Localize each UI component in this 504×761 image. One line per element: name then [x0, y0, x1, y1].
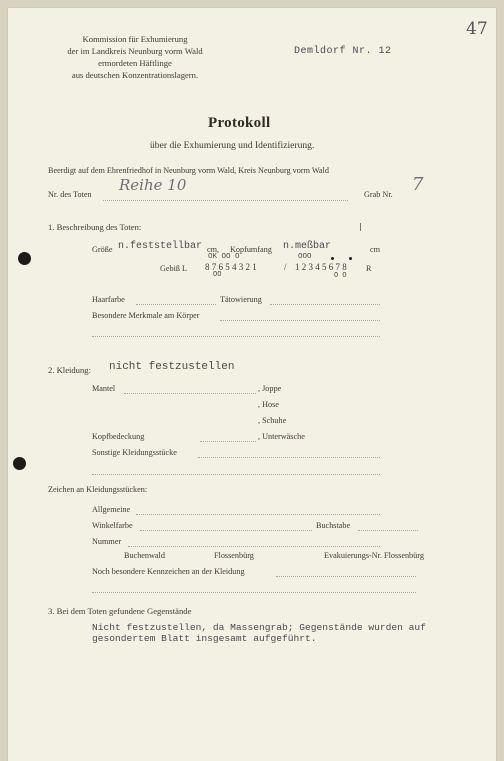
special-marks-label: Besondere Merkmale am Körper — [92, 311, 200, 320]
letter-label: Buchstabe — [316, 521, 351, 530]
protocol-page — [8, 8, 496, 761]
teeth-marks-upper-left: OK OO O — [208, 253, 240, 261]
size-value: n.feststellbar — [118, 241, 203, 252]
tattoo-label: Tätowierung — [220, 295, 262, 304]
size-unit: cm, — [207, 245, 220, 254]
reference-number: Demldorf Nr. 12 — [294, 46, 392, 57]
teeth-right: 1 2 3 4 5 6 7 8 — [295, 262, 347, 272]
teeth-end: R — [366, 264, 372, 273]
head-circumference-unit: cm — [370, 245, 381, 254]
teeth-marks-lower-right: O O — [334, 272, 347, 280]
clothing-value: nicht festzustellen — [109, 361, 235, 373]
section-2-heading: 2. Kleidung: — [48, 365, 91, 375]
clothing-marks-heading: Zeichen an Kleidungsstücken: — [48, 485, 148, 494]
trousers-label: , Hose — [258, 400, 279, 409]
headwear-label: Kopfbedeckung — [92, 432, 145, 441]
shoes-label: , Schuhe — [258, 416, 287, 425]
grave-number-label: Grab Nr. — [364, 190, 393, 199]
dead-number-value: Reihe 10 — [119, 176, 187, 194]
head-circumference-value: n.meßbar — [283, 241, 332, 252]
commission-line-2: der im Landkreis Neunburg vorm Wald — [67, 46, 203, 56]
commission-line-1: Kommission für Exhumierung — [82, 34, 188, 44]
other-clothing-label: Sonstige Kleidungsstücke — [92, 448, 177, 457]
angle-color-label: Winkelfarbe — [92, 521, 133, 530]
other-marks-label: Noch besondere Kennzeichen an der Kleidung — [92, 567, 245, 576]
page-number: 47 — [466, 19, 488, 39]
hair-color-label: Haarfarbe — [92, 295, 125, 304]
jacket-label: , Joppe — [258, 384, 282, 393]
head-circumference-label: Kopfumfang — [230, 245, 272, 254]
underwear-label: , Unterwäsche — [258, 432, 305, 441]
punch-hole-bottom — [13, 457, 26, 470]
section-3-heading: 3. Bei dem Toten gefundene Gegenstände — [48, 606, 192, 616]
section-1-heading: 1. Beschreibung des Toten: — [48, 222, 142, 232]
teeth-left: 8 7 6 5 4 3 2 1 — [205, 262, 257, 272]
coat-label: Mantel — [92, 384, 116, 393]
commission-line-4: aus deutschen Konzentrationslagern. — [71, 70, 199, 80]
teeth-separator: / — [284, 262, 287, 272]
burial-place: Beerdigt auf dem Ehrenfriedhof in Neunburg vorm Wald, Kreis Neunburg vorm Wald — [48, 166, 329, 175]
commission-line-3: ermordeten Häftlinge — [98, 58, 172, 68]
general-label: Allgemeine — [92, 505, 131, 514]
punch-hole-top — [18, 252, 31, 265]
size-label: Größe — [92, 245, 113, 254]
found-items-text-1: Nicht festzustellen, da Massengrab; Gegenstände wurden auf — [92, 622, 426, 633]
number-label: Nummer — [92, 537, 122, 546]
buchenwald-label: Buchenwald — [124, 551, 165, 560]
flossenburg-label: Flossenbürg — [214, 551, 254, 560]
teeth-marks-upper-right: OOO — [298, 253, 312, 261]
document-subtitle: über die Exhumierung und Identifizierung. — [150, 140, 315, 151]
document-title: Protokoll — [208, 115, 271, 131]
teeth-marks-lower-left: OO — [213, 271, 222, 279]
evacuation-number-label: Evakuierungs-Nr. Flossenbürg — [324, 551, 424, 560]
grave-number-value: 7 — [412, 174, 424, 195]
teeth-label: Gebiß L — [160, 264, 188, 273]
dead-number-label: Nr. des Toten — [48, 190, 92, 199]
found-items-text-2: gesondertem Blatt insgesamt aufgeführt. — [92, 633, 317, 644]
